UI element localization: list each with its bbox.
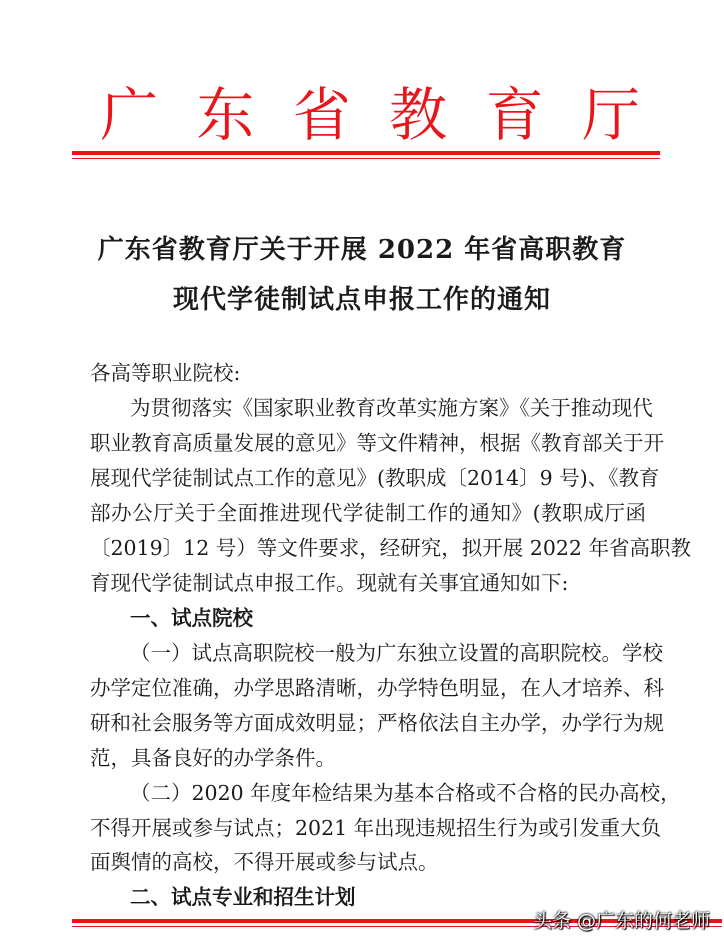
body-line: 面舆情的高校，不得开展或参与试点。 [90, 850, 439, 874]
body-line: 为贯彻落实《国家职业教育改革实施方案》《关于推动现代 [130, 396, 653, 420]
masthead-char: 育 [485, 81, 544, 149]
masthead-char: 厅 [581, 81, 640, 149]
body-line: （一）试点高职院校一般为广东独立设置的高职院校。学校 [130, 641, 663, 665]
masthead-char: 东 [196, 81, 255, 149]
section-heading: 一、试点院校 [130, 606, 253, 630]
masthead-char: 省 [292, 81, 351, 149]
body-line: 〔2019〕12 号）等文件要求，经研究，拟开展 2022 年省高职教 [90, 536, 691, 560]
masthead [100, 72, 640, 148]
doc-title-line-2: 现代学徒制试点申报工作的通知 [172, 285, 551, 315]
red-rule-thin [72, 158, 660, 159]
body-line: 部办公厅关于全面推进现代学徒制工作的通知》(教职成厅函 [90, 501, 646, 525]
red-rule [72, 151, 660, 155]
body-line: 育现代学徒制试点申报工作。现就有关事宜通知如下: [90, 571, 569, 595]
masthead-char: 教 [389, 81, 448, 149]
body-line: 不得开展或参与试点；2021 年出现违规招生行为或引发重大负 [90, 816, 662, 840]
masthead-char: 广 [100, 81, 159, 149]
body-line: （二）2020 年度年检结果为基本合格或不合格的民办高校， [130, 781, 681, 805]
section-heading-2: 二、试点专业和招生计划 [130, 885, 356, 909]
body-line: 展现代学徒制试点工作的意见》(教职成〔2014〕9 号)、《教育 [90, 466, 660, 490]
body-line: 研和社会服务等方面成效明显；严格依法自主办学，办学行为规 [90, 711, 664, 735]
salutation: 各高等职业院校: [90, 361, 241, 385]
body-line: 范，具备良好的办学条件。 [90, 746, 336, 770]
body-line: 职业教育高质量发展的意见》等文件精神，根据《教育部关于开 [90, 431, 664, 455]
watermark: 头条 @广东的何老师 [532, 910, 710, 932]
doc-title-line-1: 广东省教育厅关于开展 2022 年省高职教育 [97, 235, 627, 265]
body-line: 办学定位准确，办学思路清晰，办学特色明显，在人才培养、科 [90, 676, 664, 700]
